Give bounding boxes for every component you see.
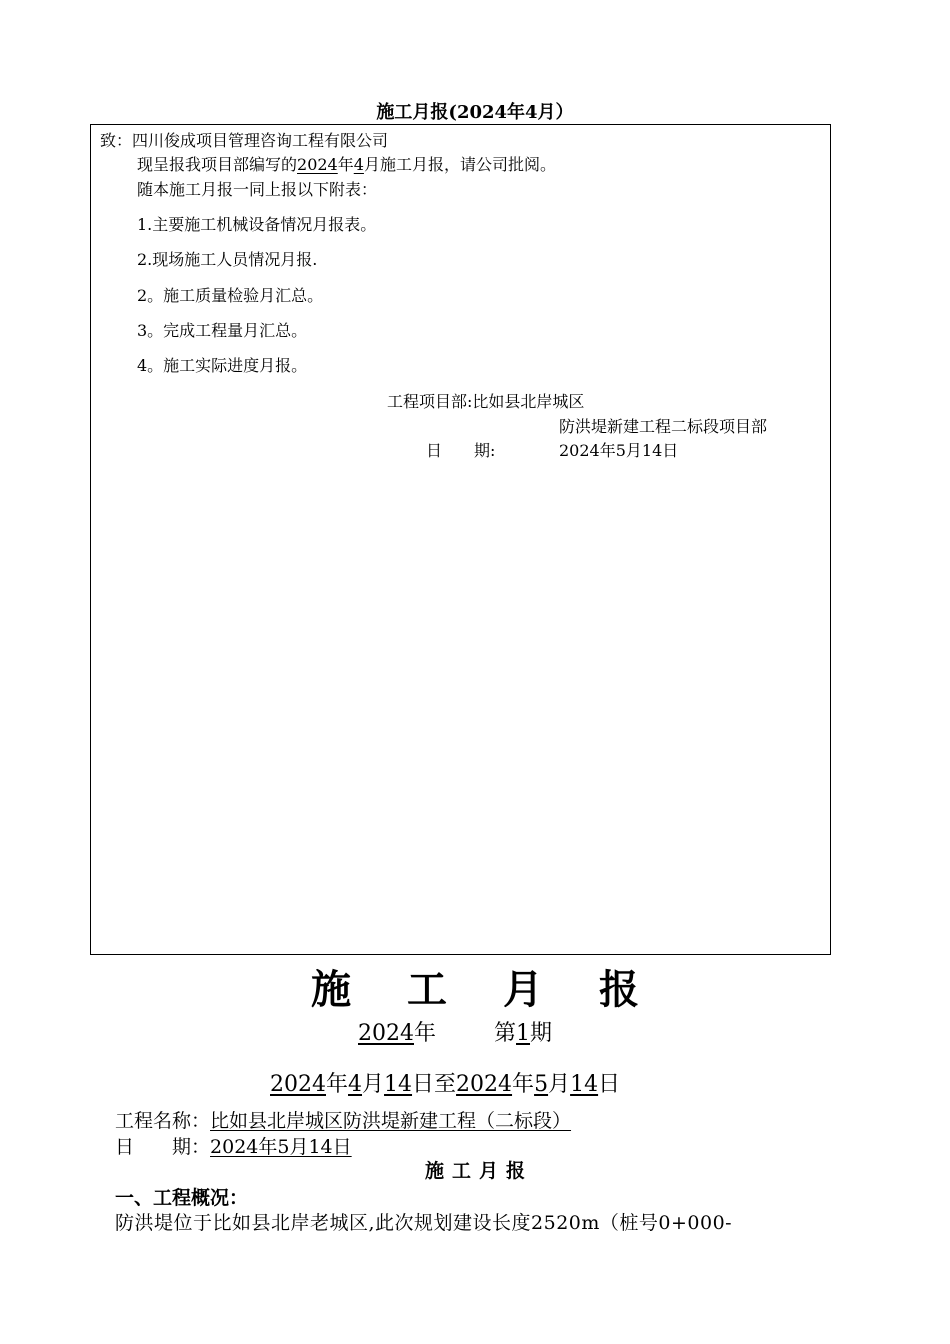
- report-year-line: [358, 1016, 436, 1047]
- issue-prefix: 第: [494, 1021, 517, 1046]
- cover-date-value: 2024年5月14日: [559, 441, 679, 460]
- submission-text-c: 月施工月报，请公司批阅。: [363, 155, 556, 174]
- period-text: 日: [598, 1072, 621, 1097]
- attachment-item: 3。完成工程量月汇总。: [137, 321, 308, 340]
- report-year: 2024: [358, 1021, 414, 1046]
- submission-line: [137, 152, 556, 175]
- period-text: 年: [326, 1072, 349, 1097]
- period-month-start: 4: [348, 1072, 363, 1097]
- period-text: 日至: [412, 1072, 457, 1097]
- attachment-item: 4。施工实际进度月报。: [137, 356, 308, 375]
- project-label: 工程名称：: [115, 1110, 211, 1132]
- sub-title-char: 施: [424, 1160, 444, 1182]
- big-title-char: 施: [311, 966, 351, 1013]
- attachment-item: 2。施工质量检验月汇总。: [137, 286, 324, 305]
- submission-text-a: 现呈报我项目部编写的: [137, 155, 298, 174]
- attachments-intro: 随本施工月报一同上报以下附表：: [137, 180, 378, 199]
- report-date-label: 日 期：: [115, 1136, 211, 1158]
- sub-title-char: 工: [451, 1160, 471, 1182]
- report-date-line: [115, 1132, 352, 1159]
- period-text: 月: [548, 1072, 571, 1097]
- period-day-end: 14: [570, 1072, 599, 1097]
- addressee-line: [100, 128, 388, 151]
- period-year-start: 2024: [270, 1072, 326, 1097]
- big-title-char: 工: [407, 966, 447, 1013]
- report-year-suffix: 年: [414, 1021, 437, 1046]
- report-period-line: [270, 1067, 620, 1098]
- cover-title: 施工月报(2024年4月）: [376, 102, 574, 123]
- submission-text-b: 年: [337, 155, 354, 174]
- submission-year: 2024: [297, 155, 338, 174]
- addressee-prefix: 致：: [100, 131, 133, 150]
- attachment-item: 2.现场施工人员情况月报.: [137, 250, 318, 269]
- section1-text: 防洪堤位于比如县北岸老城区,此次规划建设长度2520m（桩号0+000-: [115, 1212, 733, 1234]
- attachment-item: 1.主要施工机械设备情况月报表。: [137, 215, 377, 234]
- sub-title-char: 报: [506, 1160, 526, 1182]
- period-text: 月: [362, 1072, 385, 1097]
- period-year-end: 2024: [456, 1072, 513, 1097]
- project-name-line: [115, 1106, 571, 1133]
- dept-label: 工程项目部:比如县北岸城区: [387, 392, 585, 411]
- big-title-char: 月: [503, 966, 543, 1013]
- submission-month: 4: [353, 155, 364, 174]
- report-sub-title: [0, 1156, 950, 1183]
- period-text: 年: [512, 1072, 535, 1097]
- sub-title-char: 月: [479, 1160, 499, 1182]
- report-date-value: 2024年5月14日: [210, 1136, 352, 1158]
- report-big-title: [0, 958, 950, 1015]
- issue-suffix: 期: [530, 1021, 553, 1046]
- project-name: 比如县北岸城区防洪堤新建工程（二标段）: [210, 1110, 572, 1132]
- big-title-char: 报: [599, 966, 639, 1013]
- report-issue-line: [494, 1016, 552, 1047]
- period-day-start: 14: [384, 1072, 413, 1097]
- section1-heading: 一、工程概况：: [115, 1187, 249, 1209]
- issue-number: 1: [516, 1021, 531, 1046]
- dept-line2: 防洪堤新建工程二标段项目部: [559, 417, 768, 436]
- period-month-end: 5: [534, 1072, 549, 1097]
- addressee-org: 四川俊成项目管理咨询工程有限公司: [132, 131, 389, 150]
- cover-date-label: 日 期:: [426, 441, 496, 460]
